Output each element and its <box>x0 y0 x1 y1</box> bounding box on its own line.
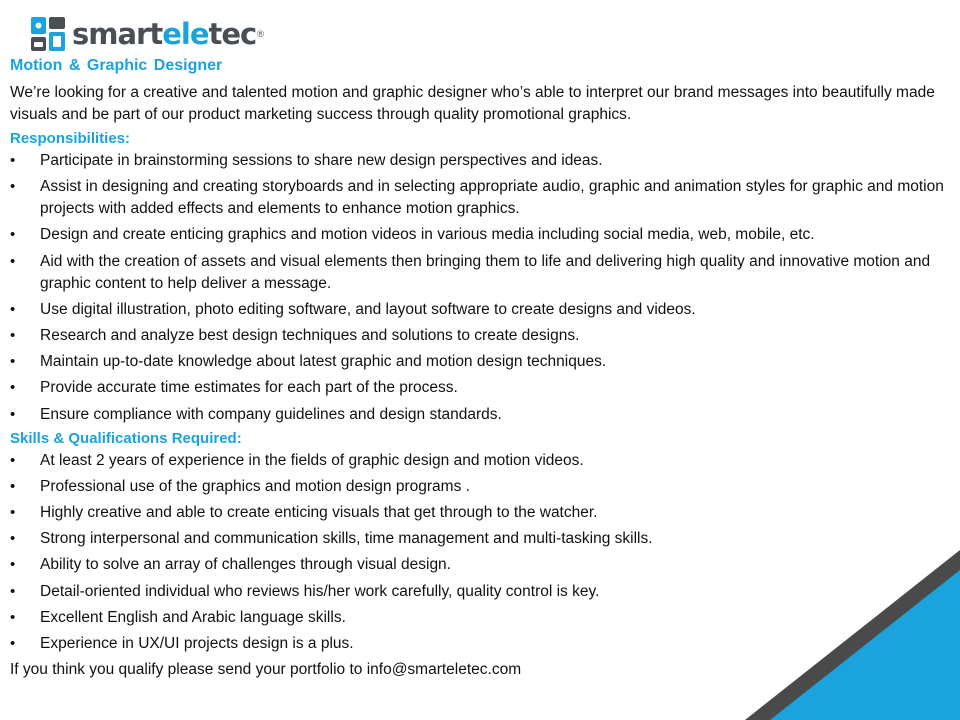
contact-line: If you think you qualify please send your portfolio to info@smarteletec.com <box>10 661 522 679</box>
list-item: • Research and analyze best design techniques and solutions to create designs. <box>10 325 955 347</box>
registered-mark: ® <box>257 29 264 39</box>
responsibilities-heading: Responsibilities: <box>10 130 131 147</box>
list-item: • Aid with the creation of assets and visual elements then bringing them to life and delivering high quality and innovative motion and graphic content to help deliver a message. <box>10 251 955 295</box>
list-item: • Use digital illustration, photo editing software, and layout software to create designs and videos. <box>10 299 955 321</box>
list-item: • Maintain up-to-date knowledge about latest graphic and motion design techniques. <box>10 351 955 373</box>
job-title: Motion & Graphic Designer <box>10 57 223 74</box>
list-item: • Ensure compliance with company guidelines and design standards. <box>10 404 955 426</box>
list-item: • Highly creative and able to create enticing visuals that get through to the watcher. <box>10 502 955 524</box>
responsibilities-list <box>10 150 955 426</box>
device-icon <box>30 16 66 52</box>
list-item: • Participate in brainstorming sessions to share new design perspectives and ideas. <box>10 150 955 172</box>
list-item: • Design and create enticing graphics and motion videos in various media including social media, web, mobile, etc. <box>10 224 955 246</box>
skills-heading: Skills & Qualifications Required: <box>10 429 242 447</box>
corner-blue-triangle <box>770 570 960 720</box>
list-item: • Excellent English and Arabic language skills. <box>10 607 955 629</box>
list-item: • At least 2 years of experience in the fields of graphic design and motion videos. <box>10 450 955 472</box>
company-logo <box>30 14 264 54</box>
list-item: • Professional use of the graphics and motion design programs . <box>10 476 955 498</box>
list-item: • Strong interpersonal and communication skills, time management and multi-tasking skills. <box>10 528 955 550</box>
list-item: • Ability to solve an array of challenges through visual design. <box>10 554 955 576</box>
logo-wordmark: smarteletec <box>72 17 257 51</box>
list-item: • Provide accurate time estimates for each part of the process. <box>10 377 955 399</box>
list-item: • Experience in UX/UI projects design is a plus. <box>10 633 955 655</box>
list-item: • Detail-oriented individual who reviews his/her work carefully, quality control is key. <box>10 581 955 603</box>
list-item: • Assist in designing and creating storyboards and in selecting appropriate audio, graphic and animation styles for graphic and motion projects with added effects and elements to enhance motion graphics. <box>10 176 955 220</box>
intro-paragraph: We’re looking for a creative and talented motion and graphic designer who’s able to interpret our brand messages into beautifully made visuals and be part of our product marketing success through quality promotional graphics. <box>10 84 935 123</box>
corner-decoration <box>745 550 960 720</box>
